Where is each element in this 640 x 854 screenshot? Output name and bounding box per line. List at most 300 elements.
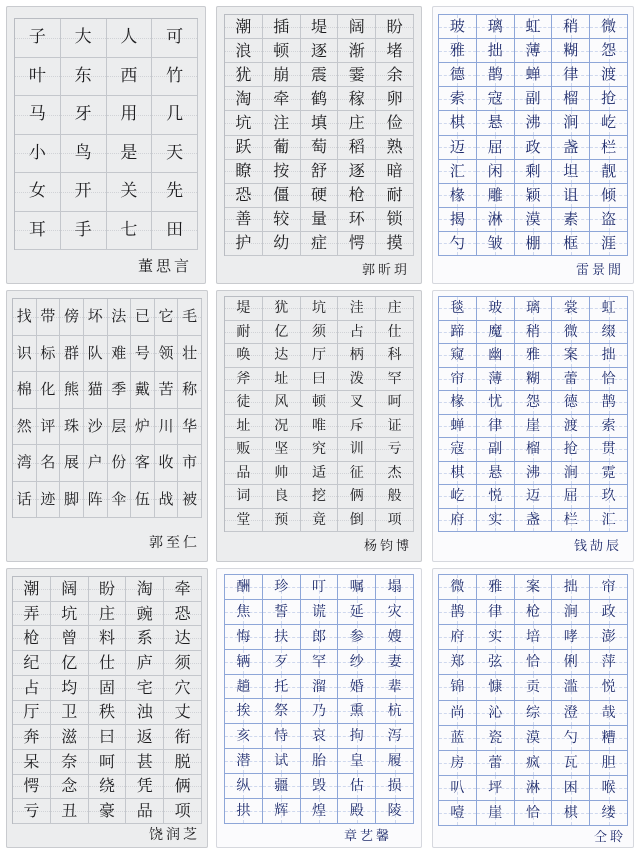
character-cell [439,136,477,160]
handwritten-character: 田 [166,219,184,240]
handwritten-character: 坏 [87,307,103,326]
handwritten-character: 延 [349,603,364,620]
character-cell [301,87,339,111]
character-cell [439,184,477,208]
character-cell [263,63,301,87]
handwritten-character: 堤 [310,16,327,36]
character-cell [338,438,376,462]
character-cell [164,750,202,775]
character-cell [263,724,301,749]
character-cell [552,438,590,462]
handwritten-character: 奈 [61,751,78,771]
character-grid [224,296,414,532]
handwritten-character: 尚 [450,704,465,721]
handwritten-character: 拙 [563,579,578,596]
handwritten-character: 秩 [98,702,115,722]
character-cell [225,485,263,509]
character-cell [225,724,263,749]
handwritten-character: 耳 [28,219,46,240]
handwritten-character: 群 [64,343,80,362]
handwritten-character: 婚 [349,678,364,695]
character-cell [477,650,515,675]
character-cell [13,626,51,651]
handwritten-character: 叶 [28,65,46,86]
handwritten-character: 适 [311,464,326,481]
handwritten-character: 框 [563,233,579,252]
character-cell [590,485,628,509]
character-cell [225,344,263,368]
character-cell [126,651,164,676]
character-cell [338,321,376,345]
handwritten-character: 裳 [563,300,578,317]
handwritten-character: 话 [16,489,32,508]
handwritten-character: 祭 [274,703,289,720]
character-cell [338,675,376,700]
handwritten-character: 竹 [166,65,184,86]
handwritten-character: 漠 [525,209,541,228]
character-cell [164,725,202,750]
character-cell [439,776,477,801]
character-cell [13,482,37,519]
handwritten-character: 雕 [487,185,503,204]
character-cell [552,208,590,232]
character-cell [131,299,155,336]
handwritten-character: 涧 [563,113,579,132]
handwritten-character: 逐 [310,40,327,60]
handwritten-character: 竟 [311,511,326,528]
character-cell [152,58,198,97]
character-cell [515,208,553,232]
handwritten-character: 诅 [563,185,579,204]
character-cell [590,801,628,826]
handwritten-character: 阵 [87,489,103,508]
handwritten-character: 法 [111,307,127,326]
handwritten-character: 熊 [64,380,80,399]
handwritten-character: 煌 [311,803,326,820]
character-cell [131,372,155,409]
character-cell [439,297,477,321]
character-cell [15,212,61,251]
handwritten-character: 护 [235,233,252,253]
character-cell [60,409,84,446]
handwritten-character: 展 [64,453,80,472]
student-signature: 钱劼辰 [573,539,622,554]
character-cell [552,232,590,256]
character-cell [515,63,553,87]
handwritten-character: 卵 [386,88,403,108]
handwritten-character: 毛 [182,307,198,326]
character-cell [131,445,155,482]
handwritten-character: 幽 [488,347,503,364]
character-cell [131,482,155,519]
handwritten-character: 估 [349,778,364,795]
handwritten-character: 府 [450,629,465,646]
handwritten-character: 堵 [386,40,403,60]
handwritten-character: 俩 [349,488,364,505]
character-cell [590,321,628,345]
handwritten-character: 余 [386,64,403,84]
character-cell [107,135,153,174]
handwritten-character: 西 [120,65,138,86]
character-cell [376,391,414,415]
handwritten-character: 硬 [310,185,327,205]
character-cell [89,750,127,775]
character-cell [301,111,339,135]
character-cell [552,625,590,650]
handwritten-character: 然 [16,416,32,435]
character-cell [439,39,477,63]
character-cell [439,575,477,600]
handwritten-character: 纵 [236,778,251,795]
character-cell [590,625,628,650]
character-cell [51,577,89,602]
character-cell [37,409,61,446]
character-cell [84,482,108,519]
handwritten-character: 淋 [525,779,540,796]
handwritten-character: 量 [310,209,327,229]
handwritten-character: 唤 [236,347,251,364]
character-cell [61,19,107,58]
handwritten-character: 苦 [158,380,174,399]
handwritten-character: 收 [158,453,174,472]
handwritten-character: 坦 [563,161,579,180]
handwritten-character: 潜 [236,753,251,770]
character-cell [225,650,263,675]
handwritten-character: 焦 [236,603,251,620]
handwritten-character: 副 [525,89,541,108]
handwritten-character: 呵 [98,751,115,771]
character-cell [376,344,414,368]
handwritten-character: 沁 [488,704,503,721]
character-cell [338,184,376,208]
character-cell [376,63,414,87]
character-cell [263,208,301,232]
character-cell [590,136,628,160]
handwritten-character: 亿 [274,323,289,340]
character-cell [84,445,108,482]
handwritten-character: 挖 [311,488,326,505]
handwritten-character: 洼 [349,300,364,317]
handwritten-character: 壮 [182,343,198,362]
character-cell [15,19,61,58]
handwritten-character: 衔 [174,727,191,747]
handwritten-character: 综 [525,704,540,721]
character-cell [126,799,164,824]
character-cell [263,675,301,700]
handwritten-character: 实 [488,629,503,646]
handwritten-character: 找 [16,307,32,326]
character-cell [376,438,414,462]
character-cell [477,776,515,801]
character-cell [164,799,202,824]
handwritten-character: 科 [387,347,402,364]
handwritten-character: 嫂 [387,628,402,645]
handwritten-character: 丈 [174,702,191,722]
character-cell [338,15,376,39]
character-cell [301,232,339,256]
handwritten-character: 罕 [387,370,402,387]
character-cell [13,775,51,800]
handwritten-character: 须 [311,323,326,340]
handwritten-character: 涧 [563,464,578,481]
character-cell [338,297,376,321]
character-cell [515,111,553,135]
character-cell [376,749,414,774]
handwritten-character: 潮 [235,16,252,36]
character-cell [515,509,553,533]
character-cell [338,625,376,650]
handwritten-character: 政 [525,137,541,156]
character-cell [263,600,301,625]
character-cell [126,602,164,627]
character-cell [552,509,590,533]
character-grid [12,576,202,824]
character-cell [178,299,202,336]
character-cell [301,391,339,415]
character-cell [89,676,127,701]
character-cell [61,212,107,251]
handwritten-character: 摸 [386,233,403,253]
character-cell [37,372,61,409]
character-cell [225,368,263,392]
character-cell [552,485,590,509]
character-cell [225,87,263,111]
handwritten-character: 均 [61,677,78,697]
handwritten-character: 份 [111,453,127,472]
character-cell [590,160,628,184]
character-cell [301,485,339,509]
handwritten-character: 呆 [23,751,40,771]
character-cell [89,701,127,726]
handwritten-character: 标 [40,343,56,362]
character-cell [338,111,376,135]
handwritten-character: 微 [450,579,465,596]
handwritten-character: 恐 [174,603,191,623]
handwritten-character: 澄 [563,704,578,721]
character-cell [552,575,590,600]
handwritten-character: 难 [111,343,127,362]
student-signature: 章艺馨 [343,829,392,844]
character-cell [590,650,628,675]
handwritten-character: 料 [98,628,115,648]
character-cell [590,368,628,392]
character-cell [301,438,339,462]
character-cell [225,232,263,256]
handwritten-character: 脱 [174,751,191,771]
character-cell [477,136,515,160]
character-grid [438,296,628,532]
character-cell [590,776,628,801]
handwritten-character: 淋 [487,209,503,228]
handwritten-character: 沙 [87,416,103,435]
handwritten-character: 叭 [450,779,465,796]
character-cell [225,297,263,321]
handwritten-character: 奔 [23,727,40,747]
handwritten-character: 究 [311,441,326,458]
handwritten-character: 蓝 [450,729,465,746]
character-cell [301,724,339,749]
handwritten-character: 占 [23,677,40,697]
character-cell [263,391,301,415]
character-cell [376,675,414,700]
character-cell [376,15,414,39]
character-grid [224,574,414,824]
character-cell [225,575,263,600]
character-cell [60,372,84,409]
character-cell [15,58,61,97]
handwritten-character: 傍 [64,307,80,326]
character-cell [376,625,414,650]
character-cell [590,701,628,726]
character-cell [515,801,553,826]
character-cell [301,575,339,600]
handwritten-character: 胆 [601,754,616,771]
character-cell [515,160,553,184]
handwritten-character: 枪 [348,185,365,205]
handwritten-character: 征 [349,464,364,481]
character-cell [477,344,515,368]
handwritten-character: 璃 [487,17,503,36]
character-cell [301,184,339,208]
handwritten-character: 凭 [136,776,153,796]
handwritten-character: 川 [158,416,174,435]
worksheet-2 [216,6,422,284]
handwritten-character: 靓 [601,161,617,180]
character-cell [164,626,202,651]
character-cell [13,725,51,750]
handwritten-character: 须 [174,652,191,672]
character-cell [338,749,376,774]
character-cell [107,58,153,97]
character-cell [590,208,628,232]
handwritten-character: 履 [387,753,402,770]
character-cell [552,136,590,160]
character-cell [178,372,202,409]
handwritten-character: 托 [274,678,289,695]
handwritten-character: 崖 [488,804,503,821]
handwritten-character: 伍 [134,489,150,508]
character-cell [552,701,590,726]
handwritten-character: 占 [349,323,364,340]
handwritten-character: 熏 [349,703,364,720]
character-cell [552,650,590,675]
character-cell [263,749,301,774]
character-cell [515,39,553,63]
character-cell [590,87,628,111]
handwritten-character: 罕 [311,653,326,670]
handwritten-character: 善 [235,209,252,229]
handwritten-character: 炉 [134,416,150,435]
handwritten-character: 几 [166,104,184,125]
handwritten-character: 悔 [236,628,251,645]
handwritten-character: 址 [274,370,289,387]
handwritten-character: 屹 [601,113,617,132]
character-cell [552,368,590,392]
handwritten-character: 恃 [274,728,289,745]
character-cell [301,749,339,774]
character-cell [225,749,263,774]
handwritten-character: 忧 [488,394,503,411]
character-cell [515,600,553,625]
handwritten-character: 德 [563,394,578,411]
handwritten-character: 鹊 [450,604,465,621]
handwritten-character: 坑 [235,112,252,132]
handwritten-character: 霓 [601,464,616,481]
handwritten-character: 仕 [98,652,115,672]
character-cell [107,19,153,58]
character-cell [51,676,89,701]
handwritten-character: 糊 [525,370,540,387]
character-cell [108,409,132,446]
character-cell [515,701,553,726]
character-cell [301,15,339,39]
character-cell [15,96,61,135]
character-cell [225,799,263,824]
character-cell [301,462,339,486]
handwritten-character: 拙 [601,347,616,364]
handwritten-character: 客 [134,453,150,472]
character-cell [477,368,515,392]
handwritten-character: 恰 [601,370,616,387]
handwritten-character: 恰 [525,654,540,671]
character-cell [439,509,477,533]
character-cell [89,577,127,602]
handwritten-character: 带 [40,307,56,326]
character-cell [590,751,628,776]
character-cell [590,509,628,533]
character-cell [126,701,164,726]
character-cell [152,173,198,212]
character-cell [164,602,202,627]
character-cell [155,336,179,373]
handwritten-character: 症 [310,233,327,253]
handwritten-character: 悬 [488,464,503,481]
character-cell [439,650,477,675]
handwritten-character: 户 [87,453,103,472]
worksheet-7 [6,568,208,848]
handwritten-character: 稍 [525,323,540,340]
character-cell [552,415,590,439]
character-cell [590,575,628,600]
handwritten-character: 锦 [450,679,465,696]
handwritten-character: 淘 [136,578,153,598]
handwritten-character: 乃 [311,703,326,720]
handwritten-character: 固 [98,677,115,697]
character-cell [477,509,515,533]
handwritten-character: 实 [488,511,503,528]
handwritten-character: 顿 [273,40,290,60]
handwritten-character: 杰 [387,464,402,481]
character-cell [263,344,301,368]
character-cell [263,485,301,509]
handwritten-character: 贯 [601,441,616,458]
handwritten-character: 化 [40,380,56,399]
character-cell [590,344,628,368]
handwritten-character: 酬 [236,578,251,595]
handwritten-character: 恐 [235,185,252,205]
handwritten-character: 品 [136,801,153,821]
character-cell [338,160,376,184]
handwritten-character: 皱 [487,233,503,252]
character-cell [552,344,590,368]
handwritten-character: 趟 [236,678,251,695]
character-cell [89,602,127,627]
handwritten-character: 屈 [487,137,503,156]
character-cell [376,485,414,509]
character-cell [590,391,628,415]
handwritten-character: 贡 [525,679,540,696]
handwritten-character: 庄 [98,603,115,623]
